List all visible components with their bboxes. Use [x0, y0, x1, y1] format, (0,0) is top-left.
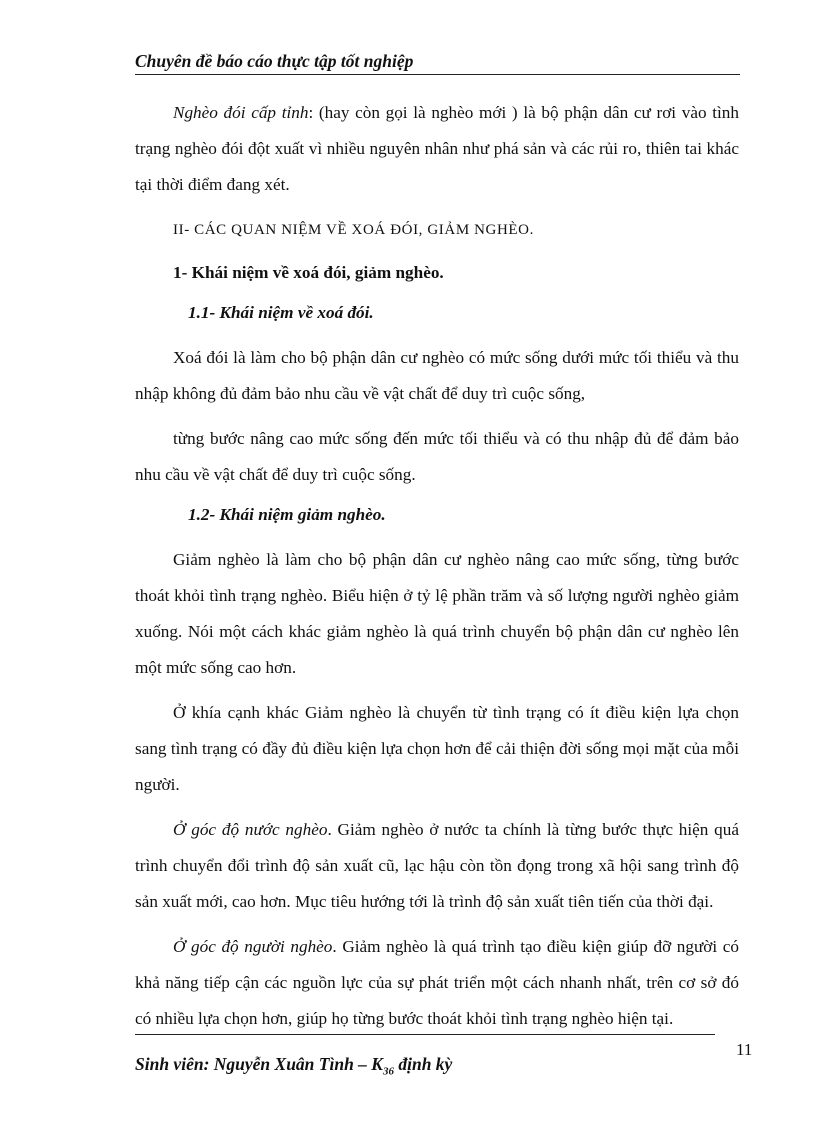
paragraph-text: : (hay còn gọi là nghèo mới ) là bộ phận dân cư rơi vào tình trạng nghèo đói đột xuất vì nhiều nguyên nhân như phá sản và các rủi ro, thiên tai khác tại thời điểm đang xét. [135, 103, 739, 194]
term-poor-country: Ở góc độ nước nghèo [173, 820, 328, 839]
footer-class-number: 36 [382, 1065, 394, 1078]
page-footer [135, 1054, 452, 1078]
header-title: Chuyên đề báo cáo thực tập tốt nghiệp [135, 51, 414, 71]
section-heading-1-2: 1.2- Khái niệm giảm nghèo. [188, 505, 386, 524]
paragraph-poor-person [135, 929, 739, 1037]
page-number: 11 [736, 1040, 753, 1059]
footer-divider [135, 1034, 715, 1035]
paragraph-poverty-provincial [135, 95, 739, 203]
term-poverty-provincial: Nghèo đói cấp tỉnh [173, 103, 309, 122]
section-heading-1-1: 1.1- Khái niệm về xoá đói. [188, 303, 374, 322]
section-heading-ii: II- CÁC QUAN NIỆM VỀ XOÁ ĐÓI, GIẢM NGHÈO. [173, 222, 534, 238]
paragraph-text: . Giảm nghèo ở nước ta chính là từng bước thực hiện quá trình chuyển đổi trình độ sản xuất cũ, lạc hậu còn tồn đọng trong xã hội sang trình độ sản xuất mới, cao hơn. Mục tiêu hướng tới là trình độ sản xuất tiên tiến của thời đại. [135, 820, 739, 911]
paragraph-poverty-reduction-a: Giảm nghèo là làm cho bộ phận dân cư nghèo nâng cao mức sống, từng bước thoát khỏi tình trạng nghèo. Biểu hiện ở tỷ lệ phần trăm và số lượng người nghèo giảm xuống. Nói một cách khác giảm nghèo là quá trình chuyển bộ phận dân cư nghèo lên một mức sống cao hơn. [135, 550, 739, 677]
document-body [135, 95, 739, 1037]
paragraph-text: . Giảm nghèo là quá trình tạo điều kiện giúp đỡ người có khả năng tiếp cận các nguồn lực của sự phát triển một cách nhanh nhất, trên cơ sở đó có nhiều lựa chọn hơn, giúp họ từng bước thoát khỏi tình trạng nghèo hiện tại. [135, 937, 739, 1028]
paragraph-hunger-eradication-b: từng bước nâng cao mức sống đến mức tối thiểu và có thu nhập đủ để đảm bảo nhu cầu về vật chất để duy trì cuộc sống. [135, 429, 739, 484]
paragraph-poor-country [135, 812, 739, 920]
term-poor-person: Ở góc độ người nghèo [173, 937, 333, 956]
paragraph-hunger-eradication-a: Xoá đói là làm cho bộ phận dân cư nghèo có mức sống dưới mức tối thiểu và thu nhập không đủ đảm bảo nhu cầu về vật chất để duy trì cuộc sống, [135, 348, 739, 403]
footer-student: Sinh viên: Nguyễn Xuân Tình – K [135, 1054, 383, 1074]
page-header [135, 50, 740, 75]
footer-class-suffix: định kỳ [393, 1054, 453, 1074]
section-heading-1: 1- Khái niệm về xoá đói, giảm nghèo. [173, 263, 444, 282]
paragraph-poverty-reduction-b: Ở khía cạnh khác Giảm nghèo là chuyển từ tình trạng có ít điều kiện lựa chọn sang tình trạng có đầy đủ điều kiện lựa chọn hơn để cải thiện đời sống mọi mặt của mỗi người. [135, 703, 739, 794]
